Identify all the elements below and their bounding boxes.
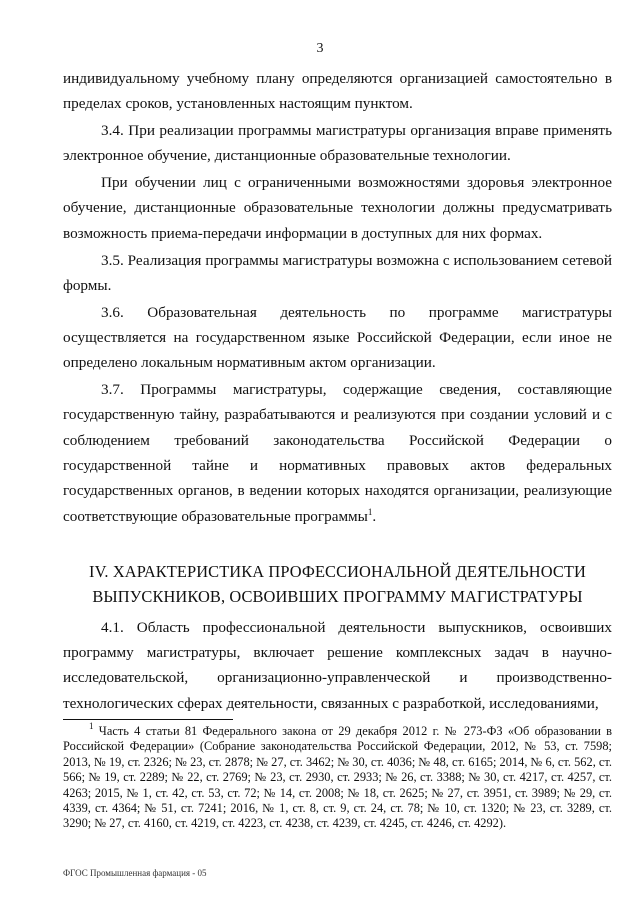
paragraph-3-7-text: 3.7. Программы магистратуры, содержащие сведения, составляющие государственную тайну, разрабатываются и реализуются при создании условий и с соблюдением требований законодательства Российской Федерации о государственной тайне и нормативных правовых актов федеральных государственных органов, в ведении которых находятся организации, реализующие соответствующие образовательные программы bbox=[63, 381, 612, 525]
footnote bbox=[63, 721, 612, 832]
paragraph-3-7: 3.7. Программы магистратуры, содержащие сведения, составляющие государственную тайну, разрабатываются и реализуются при создании условий и с соблюдением требований законодательства Российской Федерации о государственной тайне и нормативных правовых актов федеральных государственных органов, в ведении которых находятся организации, реализующие соответствующие образовательные программы$^1$. bbox=[63, 381, 612, 525]
page-number: 3 bbox=[316, 41, 324, 56]
footnote-divider bbox=[63, 719, 233, 720]
footnote-reference[interactable]: 1 bbox=[367, 506, 373, 517]
paragraph-continuation: индивидуальному учебному плану определяются организацией самостоятельно в пределах сроков, установленных настоящим пунктом. bbox=[63, 70, 612, 113]
section-heading bbox=[63, 559, 612, 610]
body-text bbox=[63, 66, 612, 718]
footer-label: ФГОС Промышленная фармация - 05 bbox=[63, 868, 207, 878]
paragraph-4-1: 4.1. Область профессиональной деятельности выпускников, освоивших программу магистратуры, включает решение комплексных задач в научно-исследовательской, организационно-управленческой и производственно-технологических сферах деятельности, связанных с разработкой, исследованиями, bbox=[63, 618, 612, 712]
paragraph-disabilities: При обучении лиц с ограниченными возможностями здоровья электронное обучение, дистанционные образовательные технологии должны предусматривать возможность приема-передачи информации в доступных для них формах. bbox=[63, 174, 612, 242]
paragraph-3-5: 3.5. Реализация программы магистратуры возможна с использованием сетевой формы. bbox=[63, 251, 612, 294]
paragraph-3-4: 3.4. При реализации программы магистратуры организация вправе применять электронное обучение, дистанционные образовательные технологии. bbox=[63, 122, 612, 165]
section-heading-line-1: IV. ХАРАКТЕРИСТИКА ПРОФЕССИОНАЛЬНОЙ ДЕЯТЕЛЬНОСТИ bbox=[89, 561, 586, 581]
paragraph-3-6: 3.6. Образовательная деятельность по программе магистратуры осуществляется на государственном языке Российской Федерации, если иное не определено локальным нормативным актом организации. bbox=[63, 303, 612, 372]
footnote-text: Часть 4 статьи 81 Федерального закона от 29 декабря 2012 г. № 273-ФЗ «Об образовании в Российской Федерации» (Собрание законодательства Российской Федерации, 2012, № 53, ст. 7598; 2013, № 19, ст. 2326; № 23, ст. 2878; № 27, ст. 3462; № 30, ст. 4036; № 48, ст. 6165; 2014, № 6, ст. 562, ст. 566; № 19, ст. 2289; № 22, ст. 2769; № 23, ст. 2930, ст. 2933; № 26, ст. 3388; № 30, ст. 4217, ст. 4257, ст. 4263; 2015, № 1, ст. 42, ст. 53, ст. 72; № 14, ст. 2008; № 18, ст. 2625; № 27, ст. 3951, ст. 3989; № 29, ст. 4339, ст. 4364; № 51, ст. 7241; 2016, № 1, ст. 8, ст. 9, ст. 24, ст. 78; № 10, ст. 1320; № 23, ст. 3289, ст. 3290; № 27, ст. 4160, ст. 4219, ст. 4223, ст. 4238, ст. 4239, ст. 4245, ст. 4246, ст. 4292). bbox=[63, 724, 612, 831]
footnote-marker: 1 bbox=[89, 721, 94, 731]
section-heading-line-2: ВЫПУСКНИКОВ, ОСВОИВШИХ ПРОГРАММУ МАГИСТРАТУРЫ bbox=[92, 587, 583, 607]
